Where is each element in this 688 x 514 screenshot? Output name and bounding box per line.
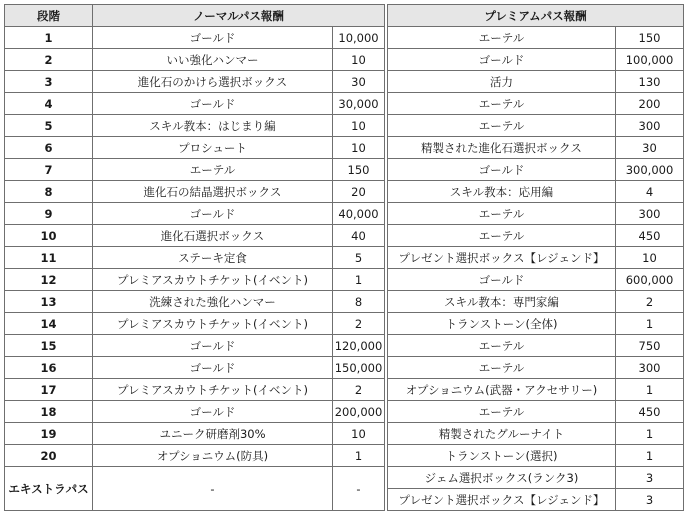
header-row — [5, 5, 684, 27]
stage-cell: 10 — [5, 225, 93, 247]
table-body — [5, 27, 684, 511]
normal-qty-cell: 5 — [333, 247, 385, 269]
normal-qty-cell: 10 — [333, 115, 385, 137]
premium-item-cell: スキル教本：応用編 — [388, 181, 616, 203]
premium-qty-cell: 30 — [616, 137, 684, 159]
stage-cell: 5 — [5, 115, 93, 137]
normal-qty-cell: 120,000 — [333, 335, 385, 357]
premium-item-cell: エーテル — [388, 335, 616, 357]
stage-cell: 7 — [5, 159, 93, 181]
stage-cell: 4 — [5, 93, 93, 115]
premium-qty-cell: 1 — [616, 313, 684, 335]
table-row — [5, 203, 684, 225]
normal-item-cell: プロシュート — [93, 137, 333, 159]
normal-qty-cell: 200,000 — [333, 401, 385, 423]
normal-pass-header: ノーマルパス報酬 — [93, 5, 385, 27]
normal-item-cell: ゴールド — [93, 203, 333, 225]
normal-item-cell: ゴールド — [93, 357, 333, 379]
normal-item-cell: ゴールド — [93, 93, 333, 115]
premium-qty-cell: 4 — [616, 181, 684, 203]
table-row — [5, 159, 684, 181]
premium-qty-cell: 1 — [616, 445, 684, 467]
stage-cell: 15 — [5, 335, 93, 357]
normal-item-cell: ゴールド — [93, 401, 333, 423]
stage-cell: 2 — [5, 49, 93, 71]
premium-item-cell: 精製された進化石選択ボックス — [388, 137, 616, 159]
table-row — [5, 313, 684, 335]
premium-item-cell: ゴールド — [388, 269, 616, 291]
normal-qty-cell: 10 — [333, 137, 385, 159]
normal-item-cell: スキル教本：はじまり編 — [93, 115, 333, 137]
table-row — [5, 445, 684, 467]
stage-cell: 6 — [5, 137, 93, 159]
premium-item-cell: エーテル — [388, 357, 616, 379]
premium-item-cell: エーテル — [388, 93, 616, 115]
normal-item-cell: プレミアスカウトチケット(イベント) — [93, 313, 333, 335]
stage-cell: 18 — [5, 401, 93, 423]
normal-qty-cell: 2 — [333, 313, 385, 335]
table-row — [5, 225, 684, 247]
premium-qty-cell: 300 — [616, 357, 684, 379]
normal-qty-cell: 10 — [333, 49, 385, 71]
premium-pass-header: プレミアムパス報酬 — [388, 5, 684, 27]
stage-cell: 9 — [5, 203, 93, 225]
premium-qty-cell: 600,000 — [616, 269, 684, 291]
table-row — [5, 379, 684, 401]
stage-cell: 3 — [5, 71, 93, 93]
table-row — [5, 71, 684, 93]
stage-cell: 16 — [5, 357, 93, 379]
normal-item-cell: ゴールド — [93, 335, 333, 357]
normal-item-cell: オプショニウム(防具) — [93, 445, 333, 467]
normal-item-cell: エーテル — [93, 159, 333, 181]
premium-item-cell: スキル教本：専門家編 — [388, 291, 616, 313]
normal-item-cell: いい強化ハンマー — [93, 49, 333, 71]
premium-qty-cell: 2 — [616, 291, 684, 313]
extra-premium-qty-cell: 3 — [616, 489, 684, 511]
premium-qty-cell: 1 — [616, 423, 684, 445]
table-row — [5, 27, 684, 49]
premium-item-cell: トランストーン(選択) — [388, 445, 616, 467]
stage-cell: 14 — [5, 313, 93, 335]
table-row — [5, 335, 684, 357]
extra-normal-item-cell: - — [93, 467, 333, 511]
premium-qty-cell: 10 — [616, 247, 684, 269]
table-row — [5, 423, 684, 445]
table-row — [5, 115, 684, 137]
premium-item-cell: エーテル — [388, 203, 616, 225]
stage-cell: 19 — [5, 423, 93, 445]
premium-item-cell: 精製されたグルーナイト — [388, 423, 616, 445]
stage-header: 段階 — [5, 5, 93, 27]
table-row — [5, 181, 684, 203]
extra-pass-row — [5, 467, 684, 489]
stage-cell: 17 — [5, 379, 93, 401]
premium-item-cell: エーテル — [388, 115, 616, 137]
premium-item-cell: エーテル — [388, 401, 616, 423]
premium-item-cell: 活力 — [388, 71, 616, 93]
table-row — [5, 269, 684, 291]
premium-item-cell: オプショニウム(武器・アクセサリー) — [388, 379, 616, 401]
premium-item-cell: エーテル — [388, 225, 616, 247]
stage-cell: 13 — [5, 291, 93, 313]
normal-qty-cell: 40 — [333, 225, 385, 247]
stage-cell: 12 — [5, 269, 93, 291]
table-row — [5, 357, 684, 379]
normal-item-cell: プレミアスカウトチケット(イベント) — [93, 269, 333, 291]
premium-qty-cell: 750 — [616, 335, 684, 357]
premium-item-cell: ゴールド — [388, 49, 616, 71]
premium-qty-cell: 300 — [616, 203, 684, 225]
extra-pass-stage-cell: エキストラパス — [5, 467, 93, 511]
normal-item-cell: 進化石の結晶選択ボックス — [93, 181, 333, 203]
normal-qty-cell: 10 — [333, 423, 385, 445]
premium-qty-cell: 300 — [616, 115, 684, 137]
premium-qty-cell: 200 — [616, 93, 684, 115]
normal-qty-cell: 30 — [333, 71, 385, 93]
premium-qty-cell: 150 — [616, 27, 684, 49]
normal-item-cell: 進化石のかけら選択ボックス — [93, 71, 333, 93]
normal-qty-cell: 1 — [333, 269, 385, 291]
pass-reward-table — [4, 4, 684, 511]
extra-normal-qty-cell: - — [333, 467, 385, 511]
extra-premium-item-cell: プレゼント選択ボックス【レジェンド】 — [388, 489, 616, 511]
stage-cell: 1 — [5, 27, 93, 49]
table-row — [5, 93, 684, 115]
extra-premium-item-cell: ジェム選択ボックス(ランク3) — [388, 467, 616, 489]
premium-qty-cell: 450 — [616, 401, 684, 423]
premium-item-cell: ゴールド — [388, 159, 616, 181]
premium-item-cell: エーテル — [388, 27, 616, 49]
table-row — [5, 137, 684, 159]
normal-qty-cell: 20 — [333, 181, 385, 203]
normal-item-cell: ゴールド — [93, 27, 333, 49]
premium-qty-cell: 100,000 — [616, 49, 684, 71]
stage-cell: 20 — [5, 445, 93, 467]
normal-qty-cell: 40,000 — [333, 203, 385, 225]
normal-qty-cell: 1 — [333, 445, 385, 467]
table-row — [5, 247, 684, 269]
normal-qty-cell: 8 — [333, 291, 385, 313]
normal-qty-cell: 10,000 — [333, 27, 385, 49]
normal-qty-cell: 2 — [333, 379, 385, 401]
stage-cell: 11 — [5, 247, 93, 269]
normal-item-cell: 進化石選択ボックス — [93, 225, 333, 247]
premium-qty-cell: 300,000 — [616, 159, 684, 181]
table-row — [5, 49, 684, 71]
premium-qty-cell: 450 — [616, 225, 684, 247]
premium-qty-cell: 1 — [616, 379, 684, 401]
normal-qty-cell: 150,000 — [333, 357, 385, 379]
normal-qty-cell: 150 — [333, 159, 385, 181]
normal-qty-cell: 30,000 — [333, 93, 385, 115]
premium-item-cell: プレゼント選択ボックス【レジェンド】 — [388, 247, 616, 269]
normal-item-cell: プレミアスカウトチケット(イベント) — [93, 379, 333, 401]
reward-table-container — [4, 4, 684, 511]
premium-qty-cell: 130 — [616, 71, 684, 93]
normal-item-cell: 洗練された強化ハンマー — [93, 291, 333, 313]
normal-item-cell: ユニーク研磨剤30% — [93, 423, 333, 445]
extra-premium-qty-cell: 3 — [616, 467, 684, 489]
stage-cell: 8 — [5, 181, 93, 203]
normal-item-cell: ステーキ定食 — [93, 247, 333, 269]
premium-item-cell: トランストーン(全体) — [388, 313, 616, 335]
table-row — [5, 401, 684, 423]
table-row — [5, 291, 684, 313]
